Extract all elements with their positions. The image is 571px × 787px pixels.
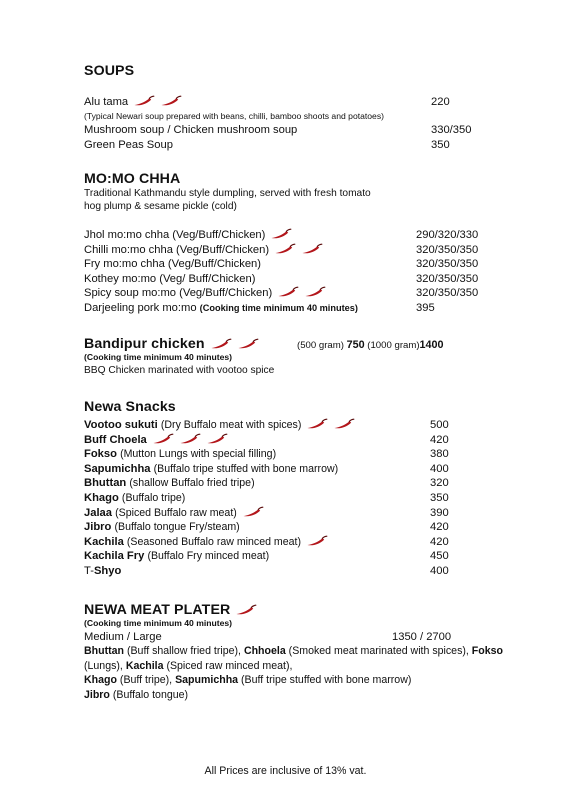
list-item [84,418,554,433]
plater-price: 1350 / 2700 [392,631,452,643]
chili-icon [306,535,328,546]
list-item [84,447,554,462]
list-item [84,257,554,272]
item-desc: (shallow Buffalo fried tripe) [129,477,255,490]
chili-icon [160,95,182,106]
item-price: 320/350/350 [416,287,479,300]
item-name: Kothey mo:mo (Veg/ Buff/Chicken) [84,272,256,285]
item-name: Jibro [84,521,112,534]
plater-item-desc: (Lungs), [84,659,126,672]
item-price: 320 [430,477,449,490]
bandipur-size-1: (500 gram) [297,340,344,351]
plater-item: Kachila [125,659,164,672]
plater-item: Fokso [471,645,503,657]
item-price: 450 [430,550,449,563]
chili-icon [333,418,355,429]
list-item [84,243,554,258]
item-name: Buff Choela [84,433,147,446]
list-item [84,520,554,535]
list-item [84,433,554,448]
list-item [84,535,554,550]
list-item [84,123,554,138]
item-name: Chilli mo:mo chha (Veg/Buff/Chicken) [84,243,270,256]
item-name: Fokso [84,448,117,461]
item-price: 350 [430,491,449,504]
list-item [84,138,554,153]
item-name: Green Peas Soup [84,138,173,151]
bandipur-title: Bandipur chicken [84,336,205,352]
plater-item-desc: (Buff tripe stuffed with bone marrow) [238,674,412,687]
plater-item: Chhoela [243,645,286,657]
item-name: Kachila [84,535,124,548]
chili-icon [179,433,201,444]
bandipur-size-2: (1000 gram) [367,340,420,351]
item-price: 390 [430,506,449,519]
plater-item: Khago [84,674,117,687]
item-price: 500 [430,419,449,431]
chili-icon [242,506,264,517]
momo-list [84,228,554,316]
plater-note: (Cooking time minimum 40 minutes) [84,618,233,628]
item-name: Khago [84,491,119,504]
item-name: Jhol mo:mo chha (Veg/Buff/Chicken) [84,229,266,241]
item-desc: (Spiced Buffalo raw meat) [115,506,237,519]
plater-title: NEWA MEAT PLATER [84,602,231,618]
chili-icon [237,338,259,349]
bandipur-note: (Cooking time minimum 40 minutes) [84,352,233,362]
item-name: Sapumichha [84,462,151,475]
item-price: 400 [430,564,449,577]
item-name: Mushroom soup / Chicken mushroom soup [84,124,298,136]
item-price: 320/350/350 [416,272,479,285]
item-desc: (Buffalo tripe stuffed with bone marrow) [153,462,339,475]
soups-title: SOUPS [84,63,135,79]
list-item [84,286,554,301]
soups-alu-tama [84,95,554,110]
vat-footer: All Prices are inclusive of 13% vat. [204,765,367,777]
bandipur-header [84,335,554,352]
chili-icon [277,286,299,297]
plater-size: Medium / Large [84,631,162,643]
bandipur-price-1: 750 [346,339,365,351]
momo-title: MO:MO CHHA [84,171,181,187]
item-name: Fry mo:mo chha (Veg/Buff/Chicken) [84,258,261,271]
item-name: Bhuttan [84,477,127,490]
item-price: 380 [430,448,449,461]
cooking-time-note: (Cooking time minimum 40 minutes) [199,302,358,313]
item-desc: (Seasoned Buffalo raw minced meat) [126,535,302,548]
plater-size-row [84,630,554,645]
list-item [84,272,554,287]
soups-list [84,123,554,152]
item-price: 330/350 [431,124,472,136]
plater-item-desc: (Spiced raw minced meat), [163,659,293,672]
bandipur-desc: BBQ Chicken marinated with vootoo spice [84,365,275,376]
item-name: Kachila Fry [84,550,145,563]
item-name: Alu tama [84,96,129,108]
list-item [84,491,554,506]
item-price: 290/320/330 [416,229,479,241]
item-name [84,565,121,577]
plater-header [84,601,554,619]
item-desc: (Buffalo Fry minced meat) [147,550,270,563]
item-price: 395 [416,301,435,314]
bandipur-price-2: 1400 [419,339,444,351]
item-price: 400 [430,462,449,475]
momo-desc-1: Traditional Kathmandu style dumpling, served with fresh tomato [84,188,371,199]
chili-icon [306,418,328,429]
chili-icon [270,228,292,239]
momo-desc-2: hog plump & sesame pickle (cold) [84,201,237,212]
plater-item: Sapumichha [175,674,239,687]
chili-icon [235,604,257,615]
item-desc: (Buffalo tripe) [121,491,186,504]
item-name: Spicy soup mo:mo (Veg/Buff/Chicken) [84,287,273,300]
item-price: 350 [431,138,450,151]
item-name-bold: Shyo [93,564,122,577]
item-price: 220 [431,96,450,108]
item-price: 420 [430,521,449,534]
item-name-prefix: T- [84,564,94,577]
list-item [84,228,554,243]
item-name: Darjeeling pork mo:mo [84,301,197,314]
item-name: Jalaa [84,506,112,519]
item-desc: (Buffalo tongue Fry/steam) [114,521,240,534]
chili-icon [206,433,228,444]
plater-item-desc: (Buffalo tongue) [109,688,189,701]
alu-tama-description: (Typical Newari soup prepared with beans, chilli, bamboo shoots and potatoes) [84,111,384,121]
item-price: 320/350/350 [416,243,479,256]
list-item [84,462,554,477]
chili-icon [133,95,155,106]
snacks-list [84,418,554,579]
list-item [84,549,554,564]
plater-item: Bhuttan [84,645,125,657]
item-price: 420 [430,535,449,548]
plater-item-desc: (Smoked meat marinated with spices), [285,645,472,657]
chili-icon [301,243,323,254]
item-price: 420 [430,433,449,446]
item-price: 320/350/350 [416,258,479,271]
plater-contents [84,644,504,702]
plater-item-desc: (Buff tripe), [116,674,176,687]
list-item [84,476,554,491]
chili-icon [210,338,232,349]
item-name: Vootoo sukuti [84,419,158,431]
snacks-title: Newa Snacks [84,399,176,415]
list-item [84,506,554,521]
chili-icon [304,286,326,297]
plater-item: Jibro [84,688,110,701]
list-item [84,301,554,316]
item-desc: (Mutton Lungs with special filling) [120,448,277,461]
list-item [84,564,554,579]
plater-item-desc: (Buff shallow fried tripe), [124,645,244,657]
item-desc: (Dry Buffalo meat with spices) [160,419,302,431]
chili-icon [274,243,296,254]
chili-icon [152,433,174,444]
